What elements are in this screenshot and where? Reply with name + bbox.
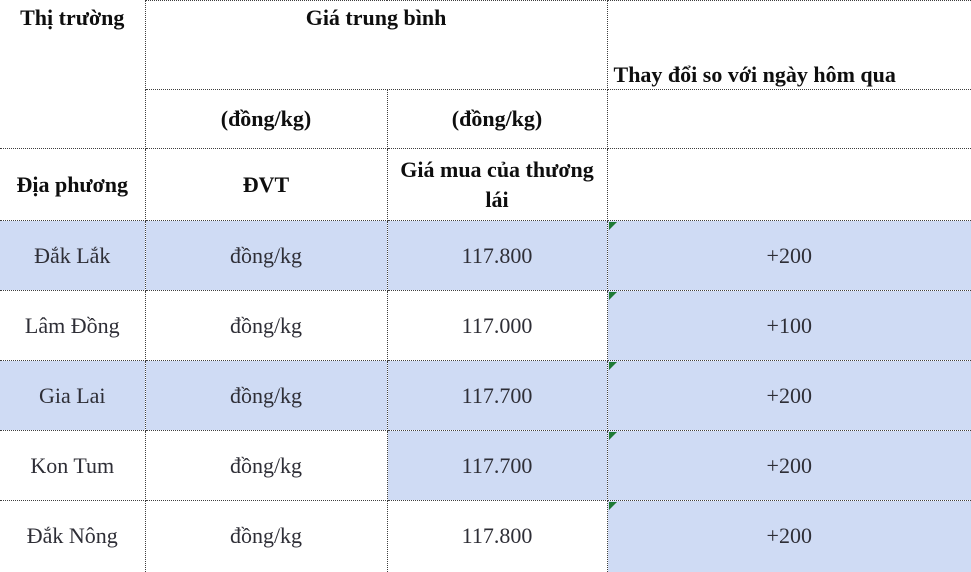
cell-unit: đồng/kg xyxy=(145,501,387,572)
cell-flag-icon xyxy=(609,222,617,230)
cell-change xyxy=(607,221,971,291)
table-row xyxy=(0,221,971,291)
cell-unit: đồng/kg xyxy=(145,431,387,501)
cell-change-value: +100 xyxy=(766,312,812,338)
cell-locality: Kon Tum xyxy=(0,431,145,501)
cell-locality: Gia Lai xyxy=(0,361,145,431)
header-unit-right: (đồng/kg) xyxy=(387,90,607,149)
cell-unit: đồng/kg xyxy=(145,221,387,291)
table-row xyxy=(0,431,971,501)
header-buy-price: Giá mua của thương lái xyxy=(387,149,607,221)
empty-cell xyxy=(607,90,971,149)
cell-price: 117.700 xyxy=(387,431,607,501)
cell-change xyxy=(607,431,971,501)
cell-change-value: +200 xyxy=(766,382,812,408)
header-unit-left: (đồng/kg) xyxy=(145,90,387,149)
cell-unit: đồng/kg xyxy=(145,291,387,361)
table-row xyxy=(0,501,971,572)
cell-unit: đồng/kg xyxy=(145,361,387,431)
header-unit-label: ĐVT xyxy=(145,149,387,221)
table-row xyxy=(0,291,971,361)
cell-price: 117.800 xyxy=(387,501,607,572)
cell-change xyxy=(607,291,971,361)
cell-flag-icon xyxy=(609,292,617,300)
cell-locality: Đắk Nông xyxy=(0,501,145,572)
cell-locality: Lâm Đồng xyxy=(0,291,145,361)
cell-change-value: +200 xyxy=(766,452,812,478)
cell-price: 117.000 xyxy=(387,291,607,361)
header-market: Thị trường xyxy=(0,1,145,149)
cell-change-value: +200 xyxy=(766,523,812,549)
cell-change-value: +200 xyxy=(766,242,812,268)
cell-price: 117.700 xyxy=(387,361,607,431)
cell-locality: Đắk Lắk xyxy=(0,221,145,291)
cell-change xyxy=(607,361,971,431)
cell-price: 117.800 xyxy=(387,221,607,291)
cell-flag-icon xyxy=(609,432,617,440)
header-locality: Địa phương xyxy=(0,149,145,221)
table-row xyxy=(0,361,971,431)
cell-flag-icon xyxy=(609,362,617,370)
header-average-price: Giá trung bình xyxy=(145,1,607,90)
cell-flag-icon xyxy=(609,502,617,510)
empty-cell xyxy=(607,149,971,221)
header-change: Thay đổi so với ngày hôm qua xyxy=(607,1,971,90)
cell-change xyxy=(607,501,971,572)
